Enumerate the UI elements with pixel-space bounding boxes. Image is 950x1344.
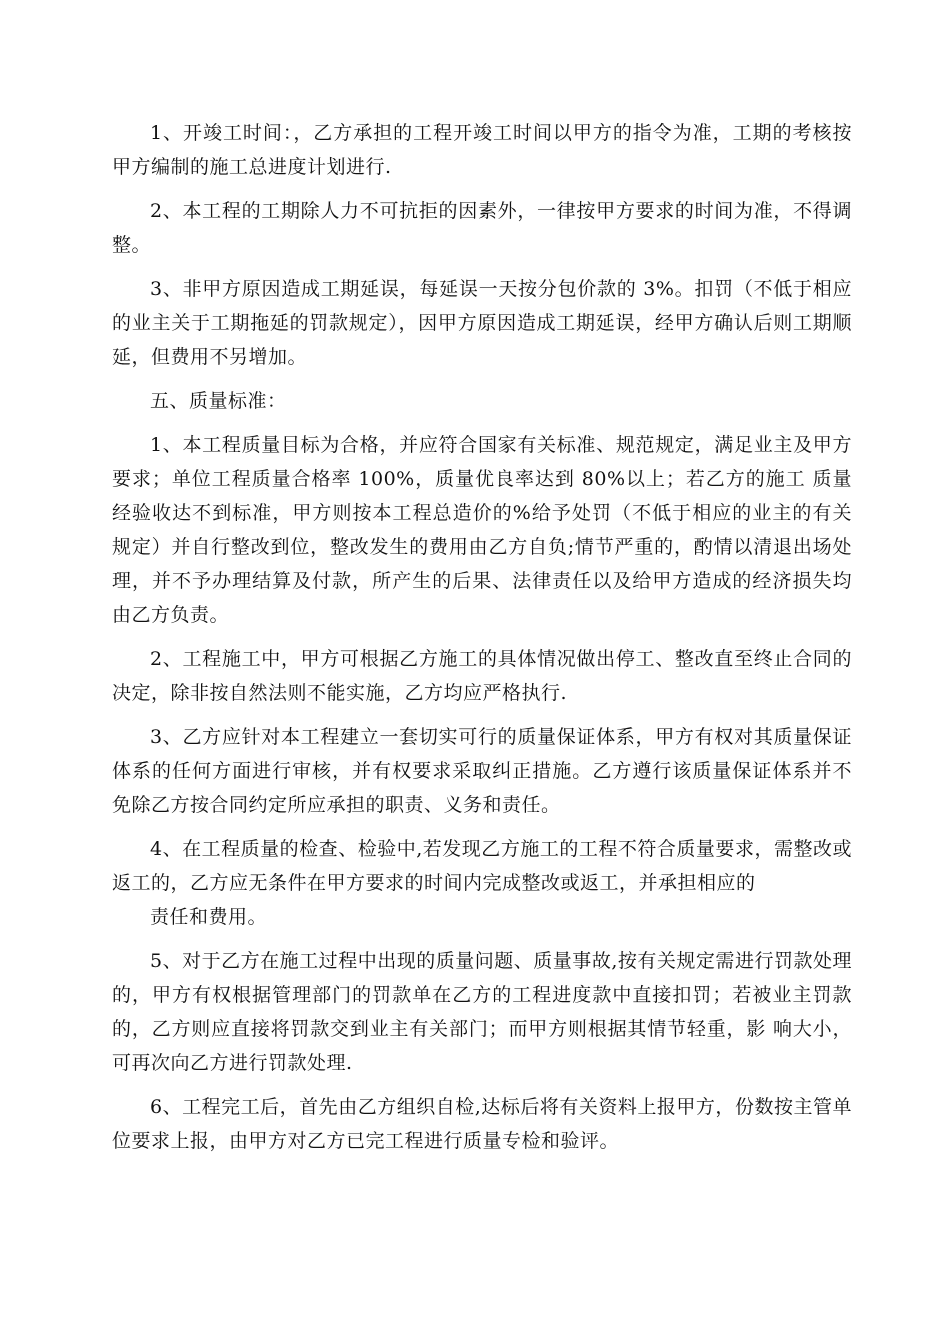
paragraph-schedule-1: 1、开竣工时间：，乙方承担的工程开竣工时间以甲方的指令为准，工期的考核按甲方编制的施工总进度计划进行. bbox=[112, 122, 852, 178]
paragraph-quality-4: 4、在工程质量的检查、检验中,若发现乙方施工的工程不符合质量要求，需整改或返工的，乙方应无条件在甲方要求的时间内完成整改或返工，并承担相应的 bbox=[112, 838, 852, 894]
paragraph-quality-1: 1、本工程质量目标为合格，并应符合国家有关标准、规范规定，满足业主及甲方要求；单位工程质量合格率 100%，质量优良率达到 80%以上；若乙方的施工 质量经验收达不到标准，甲方则按本工程总造价的%给予处罚（不低于相应的业主的有关规定）并自行整改到位，整改发生的费用由乙方自负;情节严重的，酌情以清退出场处理，并不予办理结算及付款，所产生的后果、法律责任以及给甲方造成的经济损失均由乙方负责。 bbox=[112, 434, 852, 626]
paragraph-quality-4-continuation: 责任和费用。 bbox=[150, 906, 268, 928]
paragraph-quality-3: 3、乙方应针对本工程建立一套切实可行的质量保证体系，甲方有权对其质量保证体系的任何方面进行审核，并有权要求采取纠正措施。乙方遵行该质量保证体系并不免除乙方按合同约定所应承担的职责、义务和责任。 bbox=[112, 726, 852, 816]
paragraph-schedule-3: 3、非甲方原因造成工期延误，每延误一天按分包价款的 3%。扣罚（不低于相应的业主关于工期拖延的罚款规定），因甲方原因造成工期延误，经甲方确认后则工期顺延，但费用不另增加。 bbox=[112, 278, 852, 368]
paragraph-schedule-2: 2、本工程的工期除人力不可抗拒的因素外，一律按甲方要求的时间为准，不得调整。 bbox=[112, 200, 852, 256]
paragraph-quality-6: 6、工程完工后，首先由乙方组织自检,达标后将有关资料上报甲方，份数按主管单位要求上报，由甲方对乙方已完工程进行质量专检和验评。 bbox=[112, 1096, 852, 1152]
section-heading-quality: 五、质量标准： bbox=[150, 390, 287, 412]
document-body bbox=[112, 116, 852, 1168]
paragraph-quality-2: 2、工程施工中，甲方可根据乙方施工的具体情况做出停工、整改直至终止合同的决定，除非按自然法则不能实施，乙方均应严格执行. bbox=[112, 648, 852, 704]
paragraph-quality-5: 5、对于乙方在施工过程中出现的质量问题、质量事故,按有关规定需进行罚款处理的，甲方有权根据管理部门的罚款单在乙方的工程进度款中直接扣罚；若被业主罚款的，乙方则应直接将罚款交到业主有关部门；而甲方则根据其情节轻重，影 响大小，可再次向乙方进行罚款处理. bbox=[112, 950, 852, 1074]
